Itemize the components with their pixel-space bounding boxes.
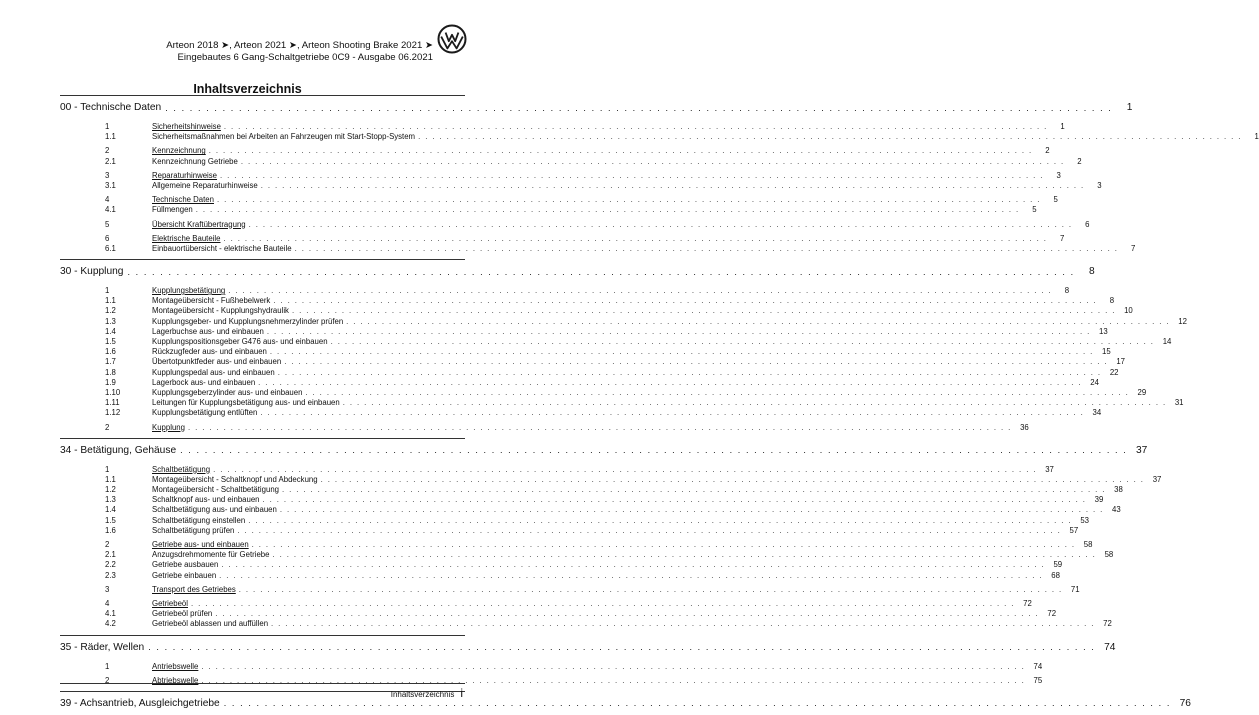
entry-title: Antriebswelle xyxy=(152,661,199,671)
dot-leader: . . . . . . . . . . . . . . . . . . . . . . . . . . . . . . . . . . . . . . . . . . . . . . . . . . . . . . . . . . . . . . . . . . . . . . . . . . . . . . . . . . . . . . . . . . . . . . . . . . . . . . . . . . . . . . . . . . . . xyxy=(201,675,1026,685)
entry-title: Montageübersicht - Schaltbetätigung xyxy=(152,485,279,495)
entry-page: 5 xyxy=(1053,195,1058,205)
dot-leader: . . . . . . . . . . . . . . . . . . . . . . . . . . . . . . . . . . . . . . . . . . . . . . . . . . . . . . . . . . . . . . . . . . . . . . . . . . . . . . . . . . . . . . . . . . . . . . . . . . . . . . . . . . . . . . . . . . . . xyxy=(279,505,1104,515)
entry-page: 58 xyxy=(1104,550,1114,560)
toc-section[interactable] xyxy=(60,661,1043,672)
entry-number: 1.5 xyxy=(105,515,116,525)
dot-leader: . . . . . . . . . . . . . . . . . . . . . . . . . . . . . . . . . . . . . . . . . . . . . . . . . . . . . . . . . . . . . . . . . . . . . . . . . . . . . . . . . . . . . . . . . . . . . . . . . . . . . . . . . . . . . . . . . . . . xyxy=(346,316,1170,326)
toc-subsection[interactable] xyxy=(60,474,1162,485)
toc-section[interactable] xyxy=(60,122,1065,132)
dot-leader: . . . . . . . . . . . . . . . . . . . . . . . . . . . . . . . . . . . . . . . . . . . . . . . . . . . . . . . . . . . . . . . . . . . . . . . . . . . . . . . . . . . . . . . . . . . . . . . . . . . . . . . . . . . . . . . . . . . . xyxy=(127,266,1075,277)
toc-section[interactable] xyxy=(60,584,1080,595)
toc-subsection[interactable] xyxy=(60,205,1037,215)
dot-leader: . . . . . . . . . . . . . . . . . . . . . . . . . . . . . . . . . . . . . . . . . . . . . . . . . . . . . . . . . . . . . . . . . . . . . . . . . . . . . . . . . . . . . . . . . . . . . . . . . . . . . . . . . . . . . . . . . . . . xyxy=(260,408,1085,418)
chapter-title: 00 - Technische Daten xyxy=(60,102,162,113)
entry-number: 1.11 xyxy=(105,398,120,408)
dot-leader: . . . . . . . . . . . . . . . . . . . . . . . . . . . . . . . . . . . . . . . . . . . . . . . . . . . . . . . . . . . . . . . . . . . . . . . . . . . . . . . . . . . . . . . . . . . . . . . . . . . . . . . . . . . . . . . . . . . . xyxy=(342,398,1167,408)
header-vehicles: Arteon 2018 ➤, Arteon 2021 ➤, Arteon Shooting Brake 2021 ➤ xyxy=(166,40,433,51)
entry-title: Füllmengen xyxy=(152,205,193,215)
entry-title: Schaltbetätigung xyxy=(152,464,211,474)
dot-leader: . . . . . . . . . . . . . . . . . . . . . . . . . . . . . . . . . . . . . . . . . . . . . . . . . . . . . . . . . . . . . . . . . . . . . . . . . . . . . . . . . . . . . . . . . . . . . . . . . . . . . . . . . . . . . . . . . . . . xyxy=(269,347,1094,357)
entry-page: 72 xyxy=(1103,619,1112,629)
entry-title: Montageübersicht - Schaltknopf und Abdeckung xyxy=(152,474,318,484)
entry-number: 1.5 xyxy=(105,337,116,346)
entry-page: 1 xyxy=(1060,122,1065,131)
entry-title: Kupplungspedal aus- und einbauen xyxy=(152,367,275,377)
dot-leader: . . . . . . . . . . . . . . . . . . . . . . . . . . . . . . . . . . . . . . . . . . . . . . . . . . . . . . . . . . . . . . . . . . . . . . . . . . . . . . . . . . . . . . . . . . . . . . . . . . . . . . . . . . . . . . . . . . . . xyxy=(248,219,1073,229)
toc-chapter[interactable] xyxy=(60,95,1133,119)
header-edition: Eingebautes 6 Gang-Schaltgetriebe 0C9 - Ausgabe 06.2021 xyxy=(177,52,433,63)
chapter-page: 8 xyxy=(1089,266,1095,278)
entry-title: Kupplung xyxy=(152,422,185,432)
entry-number: 1.6 xyxy=(105,347,116,357)
entry-number: 2 xyxy=(105,540,110,549)
entry-title: Elektrische Bauteile xyxy=(152,233,221,243)
dot-leader: . . . . . . . . . . . . . . . . . . . . . . . . . . . . . . . . . . . . . . . . . . . . . . . . . . . . . . . . . . . . . . . . . . . . . . . . . . . . . . . . . . . . . . . . . . . . . . . . . . . . . . . . . . . . . . . . . . . . xyxy=(223,122,1048,131)
entry-title: Getriebe einbauen xyxy=(152,570,217,580)
dot-leader: . . . . . . . . . . . . . . . . . . . . . . . . . . . . . . . . . . . . . . . . . . . . . . . . . . . . . . . . . . . . . . . . . . . . . . . . . . . . . . . . . . . . . . . . . . . . . . . . . . . . . . . . . . . . . . . . . . . . xyxy=(190,598,1015,608)
entry-number: 4 xyxy=(105,598,110,608)
toc-subsection[interactable] xyxy=(60,570,1060,581)
toc-subsection[interactable] xyxy=(60,180,1102,191)
toc-subsection[interactable] xyxy=(60,377,1099,388)
entry-number: 6.1 xyxy=(105,243,116,253)
entry-title: Lagerbuchse aus- und einbauen xyxy=(152,326,264,336)
table-of-contents xyxy=(60,95,1259,715)
toc-section[interactable] xyxy=(60,540,1093,550)
entry-page: 14 xyxy=(1162,337,1172,346)
toc-subsection[interactable] xyxy=(60,485,1123,495)
entry-page: 10 xyxy=(1124,306,1133,316)
toc-section[interactable] xyxy=(60,286,1070,296)
toc-subsection[interactable] xyxy=(60,398,1184,408)
toc-section[interactable] xyxy=(60,219,1090,230)
entry-number: 1.9 xyxy=(105,377,116,387)
entry-page: 38 xyxy=(1114,485,1123,495)
toc-subsection[interactable] xyxy=(60,495,1104,505)
entry-number: 1 xyxy=(105,661,110,671)
entry-number: 6 xyxy=(105,233,110,243)
toc-subsection[interactable] xyxy=(60,357,1125,367)
entry-number: 4.1 xyxy=(105,205,116,215)
toc-subsection[interactable] xyxy=(60,243,1136,254)
entry-page: 17 xyxy=(1116,357,1125,367)
vw-logo-icon xyxy=(437,24,467,54)
entry-title: Getriebeöl xyxy=(152,598,188,608)
entry-title: Schaltbetätigung aus- und einbauen xyxy=(152,505,277,515)
dot-leader: . . . . . . . . . . . . . . . . . . . . . . . . . . . . . . . . . . . . . . . . . . . . . . . . . . . . . . . . . . . . . . . . . . . . . . . . . . . . . . . . . . . . . . . . . . . . . . . . . . . . . . . . . . . . . . . . . . . . xyxy=(228,286,1053,296)
entry-page: 5 xyxy=(1032,205,1037,215)
chapter-page: 1 xyxy=(1126,102,1133,113)
entry-number: 1.10 xyxy=(105,387,121,397)
entry-page: 2 xyxy=(1045,146,1050,156)
dot-leader: . . . . . . . . . . . . . . . . . . . . . . . . . . . . . . . . . . . . . . . . . . . . . . . . . . . . . . . . . . . . . . . . . . . . . . . . . . . . . . . . . . . . . . . . . . . . . . . . . . . . . . . . . . . . . . . . . . . . xyxy=(320,474,1145,484)
chapter-page: 74 xyxy=(1104,641,1116,653)
dot-leader: . . . . . . . . . . . . . . . . . . . . . . . . . . . . . . . . . . . . . . . . . . . . . . . . . . . . . . . . . . . . . . . . . . . . . . . . . . . . . . . . . . . . . . . . . . . . . . . . . . . . . . . . . . . . . . . . . . . . xyxy=(248,515,1073,525)
entry-number: 1.4 xyxy=(105,326,116,336)
entry-number: 4.2 xyxy=(105,619,116,629)
entry-title: Kupplungsbetätigung entlüften xyxy=(152,408,258,418)
toc-subsection[interactable] xyxy=(60,387,1147,398)
entry-number: 4.1 xyxy=(105,609,116,619)
page-title: Inhaltsverzeichnis xyxy=(193,82,302,96)
entry-page: 37 xyxy=(1045,464,1054,474)
entry-title: Getriebe aus- und einbauen xyxy=(152,540,249,549)
dot-leader: . . . . . . . . . . . . . . . . . . . . . . . . . . . . . . . . . . . . . . . . . . . . . . . . . . . . . . . . . . . . . . . . . . . . . . . . . . . . . . . . . . . . . . . . . . . . . . . . . . . . . . . . . . . . . . . . . . . . xyxy=(262,495,1087,505)
entry-page: 3 xyxy=(1056,170,1061,180)
dot-leader: . . . . . . . . . . . . . . . . . . . . . . . . . . . . . . . . . . . . . . . . . . . . . . . . . . . . . . . . . . . . . . . . . . . . . . . . . . . . . . . . . . . . . . . . . . . . . . . . . . . . . . . . . . . . . . . . . . . . xyxy=(216,195,1041,205)
entry-page: 8 xyxy=(1109,296,1115,306)
entry-title: Übertotpunktfeder aus- und einbauen xyxy=(152,357,282,367)
entry-page: 15 xyxy=(1102,347,1111,357)
dot-leader: . . . . . . . . . . . . . . . . . . . . . . . . . . . . . . . . . . . . . . . . . . . . . . . . . . . . . . . . . . . . . . . . . . . . . . . . . . . . . . . . . . . . . . . . . . . . . . . . . . . . . . . . . . . . . . . . . . . . xyxy=(220,170,1044,180)
dot-leader: . . . . . . . . . . . . . . . . . . . . . . . . . . . . . . . . . . . . . . . . . . . . . . . . . . . . . . . . . . . . . . . . . . . . . . . . . . . . . . . . . . . . . . . . . . . . . . . . . . . . . . . . . . . . . . . . . . . . xyxy=(277,367,1102,377)
toc-section[interactable] xyxy=(60,195,1058,205)
entry-number: 5 xyxy=(105,219,110,229)
toc-subsection[interactable] xyxy=(60,367,1119,378)
chapter-title: 30 - Kupplung xyxy=(60,266,124,278)
entry-number: 1.1 xyxy=(105,296,116,306)
entry-number: 1.4 xyxy=(105,505,116,515)
entry-number: 3.1 xyxy=(105,180,116,190)
entry-title: Einbauortübersicht - elektrische Bauteile xyxy=(152,243,292,253)
toc-subsection[interactable] xyxy=(60,296,1115,306)
dot-leader: . . . . . . . . . . . . . . . . . . . . . . . . . . . . . . . . . . . . . . . . . . . . . . . . . . . . . . . . . . . . . . . . . . . . . . . . . . . . . . . . . . . . . . . . . . . . . . . . . . . . . . . . . . . . . . . . . . . . xyxy=(282,485,1106,495)
footer-divider xyxy=(60,683,465,684)
entry-page: 68 xyxy=(1051,570,1060,580)
toc-subsection[interactable] xyxy=(60,306,1133,316)
entry-page: 6 xyxy=(1085,219,1090,229)
entry-page: 43 xyxy=(1111,505,1121,515)
dot-leader: . . . . . . . . . . . . . . . . . . . . . . . . . . . . . . . . . . . . . . . . . . . . . . . . . . . . . . . . . . . . . . . . . . . . . . . . . . . . . . . . . . . . . . . . . . . . . . . . . . . . . . . . . . . . . . . . . . . . xyxy=(271,619,1095,629)
entry-page: 29 xyxy=(1137,387,1147,397)
entry-title: Montageübersicht - Kupplungshydraulik xyxy=(152,306,289,316)
dot-leader: . . . . . . . . . . . . . . . . . . . . . . . . . . . . . . . . . . . . . . . . . . . . . . . . . . . . . . . . . . . . . . . . . . . . . . . . . . . . . . . . . . . . . . . . . . . . . . . . . . . . . . . . . . . . . . . . . . . . xyxy=(165,102,1113,113)
entry-number: 1 xyxy=(105,122,110,131)
dot-leader: . . . . . . . . . . . . . . . . . . . . . . . . . . . . . . . . . . . . . . . . . . . . . . . . . . . . . . . . . . . . . . . . . . . . . . . . . . . . . . . . . . . . . . . . . . . . . . . . . . . . . . . . . . . . . . . . . . . . xyxy=(201,661,1026,671)
dot-leader: . . . . . . . . . . . . . . . . . . . . . . . . . . . . . . . . . . . . . . . . . . . . . . . . . . . . . . . . . . . . . . . . . . . . . . . . . . . . . . . . . . . . . . . . . . . . . . . . . . . . . . . . . . . . . . . . . . . . xyxy=(258,377,1082,387)
dot-leader: . . . . . . . . . . . . . . . . . . . . . . . . . . . . . . . . . . . . . . . . . . . . . . . . . . . . . . . . . . . . . . . . . . . . . . . . . . . . . . . . . . . . . . . . . . . . . . . . . . . . . . . . . . . . . . . . . . . . xyxy=(180,445,1128,456)
dot-leader: . . . . . . . . . . . . . . . . . . . . . . . . . . . . . . . . . . . . . . . . . . . . . . . . . . . . . . . . . . . . . . . . . . . . . . . . . . . . . . . . . . . . . . . . . . . . . . . . . . . . . . . . . . . . . . . . . . . . xyxy=(294,243,1119,253)
entry-title: Getriebeöl ablassen und auffüllen xyxy=(152,619,269,629)
entry-page: 72 xyxy=(1023,598,1032,608)
entry-number: 1.7 xyxy=(105,357,116,367)
toc-chapter[interactable] xyxy=(60,259,1095,283)
entry-page: 58 xyxy=(1083,540,1093,549)
chapter-title: 35 - Räder, Wellen xyxy=(60,641,145,653)
entry-number: 1.2 xyxy=(105,306,116,316)
dot-leader: . . . . . . . . . . . . . . . . . . . . . . . . . . . . . . . . . . . . . . . . . . . . . . . . . . . . . . . . . . . . . . . . . . . . . . . . . . . . . . . . . . . . . . . . . . . . . . . . . . . . . . . . . . . . . . . . . . . . xyxy=(305,387,1130,397)
entry-page: 74 xyxy=(1033,661,1043,671)
toc-section[interactable] xyxy=(60,233,1065,244)
entry-title: Kupplungsgeberzylinder aus- und einbauen xyxy=(152,387,303,397)
toc-subsection[interactable] xyxy=(60,347,1111,357)
entry-page: 59 xyxy=(1053,560,1063,570)
dot-leader: . . . . . . . . . . . . . . . . . . . . . . . . . . . . . . . . . . . . . . . . . . . . . . . . . . . . . . . . . . . . . . . . . . . . . . . . . . . . . . . . . . . . . . . . . . . . . . . . . . . . . . . . . . . . . . . . . . . . xyxy=(291,306,1116,316)
chapter-page: 76 xyxy=(1179,697,1191,709)
toc-subsection[interactable] xyxy=(60,525,1079,536)
dot-leader: . . . . . . . . . . . . . . . . . . . . . . . . . . . . . . . . . . . . . . . . . . . . . . . . . . . . . . . . . . . . . . . . . . . . . . . . . . . . . . . . . . . . . . . . . . . . . . . . . . . . . . . . . . . . . . . . . . . . xyxy=(195,205,1020,215)
toc-chapter[interactable] xyxy=(60,635,1116,659)
entry-title: Montageübersicht - Fußhebelwerk xyxy=(152,296,271,306)
entry-page: 71 xyxy=(1070,584,1080,594)
dot-leader: . . . . . . . . . . . . . . . . . . . . . . . . . . . . . . . . . . . . . . . . . . . . . . . . . . . . . . . . . . . . . . . . . . . . . . . . . . . . . . . . . . . . . . . . . . . . . . . . . . . . . . . . . . . . . . . . . . . . xyxy=(272,550,1097,560)
toc-section[interactable] xyxy=(60,146,1050,156)
dot-leader: . . . . . . . . . . . . . . . . . . . . . . . . . . . . . . . . . . . . . . . . . . . . . . . . . . . . . . . . . . . . . . . . . . . . . . . . . . . . . . . . . . . . . . . . . . . . . . . . . . . . . . . . . . . . . . . . . . . . xyxy=(223,233,1048,243)
entry-title: Anzugsdrehmomente für Getriebe xyxy=(152,550,270,560)
entry-number: 2.1 xyxy=(105,550,116,560)
toc-subsection[interactable] xyxy=(60,619,1112,629)
dot-leader: . . . . . . . . . . . . . . . . . . . . . . . . . . . . . . . . . . . . . . . . . . . . . . . . . . . . . . . . . . . . . . . . . . . . . . . . . . . . . . . . . . . . . . . . . . . . . . . . . . . . . . . . . . . . . . . . . . . . xyxy=(213,464,1037,474)
entry-title: Kupplungsgeber- und Kupplungsnehmerzylinder prüfen xyxy=(152,316,344,326)
chapter-page: 37 xyxy=(1135,444,1148,456)
entry-number: 1.6 xyxy=(105,525,116,535)
entry-number: 2.2 xyxy=(105,560,116,570)
dot-leader: . . . . . . . . . . . . . . . . . . . . . . . . . . . . . . . . . . . . . . . . . . . . . . . . . . . . . . . . . . . . . . . . . . . . . . . . . . . . . . . . . . . . . . . . . . . . . . . . . . . . . . . . . . . . . . . . . . . . xyxy=(266,326,1091,336)
entry-number: 1.12 xyxy=(105,408,121,418)
entry-page: 39 xyxy=(1094,495,1104,505)
entry-title: Transport des Getriebes xyxy=(152,584,236,594)
entry-page: 2 xyxy=(1077,156,1082,166)
toc-subsection[interactable] xyxy=(60,609,1057,619)
entry-number: 3 xyxy=(105,170,110,180)
toc-chapter[interactable] xyxy=(60,438,1148,462)
dot-leader: . . . . . . . . . . . . . . . . . . . . . . . . . . . . . . . . . . . . . . . . . . . . . . . . . . . . . . . . . . . . . . . . . . . . . . . . . . . . . . . . . . . . . . . . . . . . . . . . . . . . . . . . . . . . . . . . . . . . xyxy=(330,337,1155,346)
entry-page: 72 xyxy=(1047,609,1057,619)
entry-title: Kennzeichnung Getriebe xyxy=(152,156,238,166)
toc-subsection[interactable] xyxy=(60,337,1172,347)
entry-title: Getriebe ausbauen xyxy=(152,560,219,570)
entry-page: 53 xyxy=(1080,515,1090,525)
entry-page: 12 xyxy=(1178,316,1187,326)
dot-leader: . . . . . . . . . . . . . . . . . . . . . . . . . . . . . . . . . . . . . . . . . . . . . . . . . . . . . . . . . . . . . . . . . . . . . . . . . . . . . . . . . . . . . . . . . . . . . . . . . . . . . . . . . . . . . . . . . . . . xyxy=(208,146,1033,156)
toc-section[interactable] xyxy=(60,464,1054,475)
entry-page: 3 xyxy=(1097,180,1102,190)
entry-number: 2.1 xyxy=(105,156,116,166)
entry-page: 22 xyxy=(1109,367,1119,377)
entry-title: Schaltbetätigung einstellen xyxy=(152,515,246,525)
entry-page: 24 xyxy=(1090,377,1099,387)
entry-number: 2 xyxy=(105,146,110,156)
entry-page: 8 xyxy=(1064,286,1070,296)
dot-leader: . . . . . . . . . . . . . . . . . . . . . . . . . . . . . . . . . . . . . . . . . . . . . . . . . . . . . . . . . . . . . . . . . . . . . . . . . . . . . . . . . . . . . . . . . . . . . . . . . . . . . . . . . . . . . . . . . . . . xyxy=(238,584,1063,594)
dot-leader: . . . . . . . . . . . . . . . . . . . . . . . . . . . . . . . . . . . . . . . . . . . . . . . . . . . . . . . . . . . . . . . . . . . . . . . . . . . . . . . . . . . . . . . . . . . . . . . . . . . . . . . . . . . . . . . . . . . . xyxy=(240,156,1065,166)
entry-title: Schaltbetätigung prüfen xyxy=(152,525,235,535)
entry-page: 7 xyxy=(1131,243,1136,253)
entry-number: 1 xyxy=(105,464,110,474)
entry-title: Kupplungsbetätigung xyxy=(152,286,226,296)
entry-number: 1.1 xyxy=(105,132,116,142)
entry-number: 1.3 xyxy=(105,495,116,505)
dot-leader: . . . . . . . . . . . . . . . . . . . . . . . . . . . . . . . . . . . . . . . . . . . . . . . . . . . . . . . . . . . . . . . . . . . . . . . . . . . . . . . . . . . . . . . . . . . . . . . . . . . . . . . . . . . . . . . . . . . . xyxy=(187,422,1012,432)
entry-number: 1.8 xyxy=(105,367,116,377)
entry-title: Rückzugfeder aus- und einbauen xyxy=(152,347,267,357)
dot-leader: . . . . . . . . . . . . . . . . . . . . . . . . . . . . . . . . . . . . . . . . . . . . . . . . . . . . . . . . . . . . . . . . . . . . . . . . . . . . . . . . . . . . . . . . . . . . . . . . . . . . . . . . . . . . . . . . . . . . xyxy=(273,296,1098,306)
entry-page: 37 xyxy=(1152,474,1162,484)
entry-title: Reparaturhinweise xyxy=(152,170,218,180)
entry-title: Abtriebswelle xyxy=(152,675,199,685)
dot-leader: . . . . . . . . . . . . . . . . . . . . . . . . . . . . . . . . . . . . . . . . . . . . . . . . . . . . . . . . . . . . . . . . . . . . . . . . . . . . . . . . . . . . . . . . . . . . . . . . . . . . . . . . . . . . . . . . . . . . xyxy=(221,560,1046,570)
toc-subsection[interactable] xyxy=(60,132,1259,142)
entry-title: Getriebeöl prüfen xyxy=(152,609,213,619)
entry-page: 31 xyxy=(1174,398,1184,408)
toc-section[interactable] xyxy=(60,170,1061,181)
toc-subsection[interactable] xyxy=(60,156,1082,167)
document-header xyxy=(166,40,433,64)
entry-page: 57 xyxy=(1069,525,1079,535)
entry-number: 3 xyxy=(105,584,110,594)
toc-section[interactable] xyxy=(60,675,1043,686)
toc-section[interactable] xyxy=(60,598,1032,609)
entry-title: Kupplungspositionsgeber G476 aus- und einbauen xyxy=(152,337,328,346)
toc-subsection[interactable] xyxy=(60,408,1102,418)
chapter-title: 39 - Achsantrieb, Ausgleichgetriebe xyxy=(60,697,220,709)
footer-page-number: i xyxy=(460,686,463,700)
entry-number: 2.3 xyxy=(105,570,116,580)
dot-leader: . . . . . . . . . . . . . . . . . . . . . . . . . . . . . . . . . . . . . . . . . . . . . . . . . . . . . . . . . . . . . . . . . . . . . . . . . . . . . . . . . . . . . . . . . . . . . . . . . . . . . . . . . . . . . . . . . . . . xyxy=(219,570,1043,580)
toc-subsection[interactable] xyxy=(60,550,1114,560)
toc-subsection[interactable] xyxy=(60,505,1121,515)
entry-number: 1.2 xyxy=(105,485,116,495)
dot-leader: . . . . . . . . . . . . . . . . . . . . . . . . . . . . . . . . . . . . . . . . . . . . . . . . . . . . . . . . . . . . . . . . . . . . . . . . . . . . . . . . . . . . . . . . . . . . . . . . . . . . . . . . . . . . . . . . . . . . xyxy=(284,357,1108,367)
toc-subsection[interactable] xyxy=(60,316,1187,327)
entry-number: 2 xyxy=(105,675,110,685)
dot-leader: . . . . . . . . . . . . . . . . . . . . . . . . . . . . . . . . . . . . . . . . . . . . . . . . . . . . . . . . . . . . . . . . . . . . . . . . . . . . . . . . . . . . . . . . . . . . . . . . . . . . . . . . . . . . . . . . . . . . xyxy=(418,132,1242,142)
footer-label: Inhaltsverzeichnis xyxy=(390,690,455,699)
entry-title: Schaltknopf aus- und einbauen xyxy=(152,495,260,505)
toc-subsection[interactable] xyxy=(60,515,1090,526)
dot-leader: . . . . . . . . . . . . . . . . . . . . . . . . . . . . . . . . . . . . . . . . . . . . . . . . . . . . . . . . . . . . . . . . . . . . . . . . . . . . . . . . . . . . . . . . . . . . . . . . . . . . . . . . . . . . . . . . . . . . xyxy=(260,180,1085,190)
entry-title: Sicherheitshinweise xyxy=(152,122,221,131)
entry-title: Übersicht Kraftübertragung xyxy=(152,219,246,229)
page-footer xyxy=(391,686,463,700)
dot-leader: . . . . . . . . . . . . . . . . . . . . . . . . . . . . . . . . . . . . . . . . . . . . . . . . . . . . . . . . . . . . . . . . . . . . . . . . . . . . . . . . . . . . . . . . . . . . . . . . . . . . . . . . . . . . . . . . . . . . xyxy=(223,698,1171,709)
dot-leader: . . . . . . . . . . . . . . . . . . . . . . . . . . . . . . . . . . . . . . . . . . . . . . . . . . . . . . . . . . . . . . . . . . . . . . . . . . . . . . . . . . . . . . . . . . . . . . . . . . . . . . . . . . . . . . . . . . . . xyxy=(251,540,1076,549)
entry-number: 1.3 xyxy=(105,316,116,326)
entry-number: 2 xyxy=(105,422,110,432)
entry-number: 4 xyxy=(105,195,110,205)
entry-page: 75 xyxy=(1033,675,1043,685)
entry-title: Lagerbock aus- und einbauen xyxy=(152,377,256,387)
entry-number: 1.1 xyxy=(105,474,116,484)
entry-page: 36 xyxy=(1020,422,1029,432)
chapter-title: 34 - Betätigung, Gehäuse xyxy=(60,444,177,456)
dot-leader: . . . . . . . . . . . . . . . . . . . . . . . . . . . . . . . . . . . . . . . . . . . . . . . . . . . . . . . . . . . . . . . . . . . . . . . . . . . . . . . . . . . . . . . . . . . . . . . . . . . . . . . . . . . . . . . . . . . . xyxy=(148,642,1096,652)
entry-title: Leitungen für Kupplungsbetätigung aus- und einbauen xyxy=(152,398,340,408)
entry-title: Technische Daten xyxy=(152,195,214,205)
entry-page: 7 xyxy=(1059,233,1065,243)
dot-leader: . . . . . . . . . . . . . . . . . . . . . . . . . . . . . . . . . . . . . . . . . . . . . . . . . . . . . . . . . . . . . . . . . . . . . . . . . . . . . . . . . . . . . . . . . . . . . . . . . . . . . . . . . . . . . . . . . . . . xyxy=(237,525,1062,535)
entry-page: 34 xyxy=(1092,408,1102,418)
entry-number: 1 xyxy=(105,286,110,296)
entry-page: 1 xyxy=(1254,132,1259,142)
entry-page: 13 xyxy=(1098,326,1108,336)
toc-subsection[interactable] xyxy=(60,560,1063,570)
toc-subsection[interactable] xyxy=(60,326,1108,337)
entry-title: Kennzeichnung xyxy=(152,146,206,156)
entry-title: Allgemeine Reparaturhinweise xyxy=(152,180,258,190)
dot-leader: . . . . . . . . . . . . . . . . . . . . . . . . . . . . . . . . . . . . . . . . . . . . . . . . . . . . . . . . . . . . . . . . . . . . . . . . . . . . . . . . . . . . . . . . . . . . . . . . . . . . . . . . . . . . . . . . . . . . xyxy=(215,609,1040,619)
entry-title: Sicherheitsmaßnahmen bei Arbeiten an Fahrzeugen mit Start-Stopp-System xyxy=(152,132,416,142)
toc-section[interactable] xyxy=(60,422,1029,433)
